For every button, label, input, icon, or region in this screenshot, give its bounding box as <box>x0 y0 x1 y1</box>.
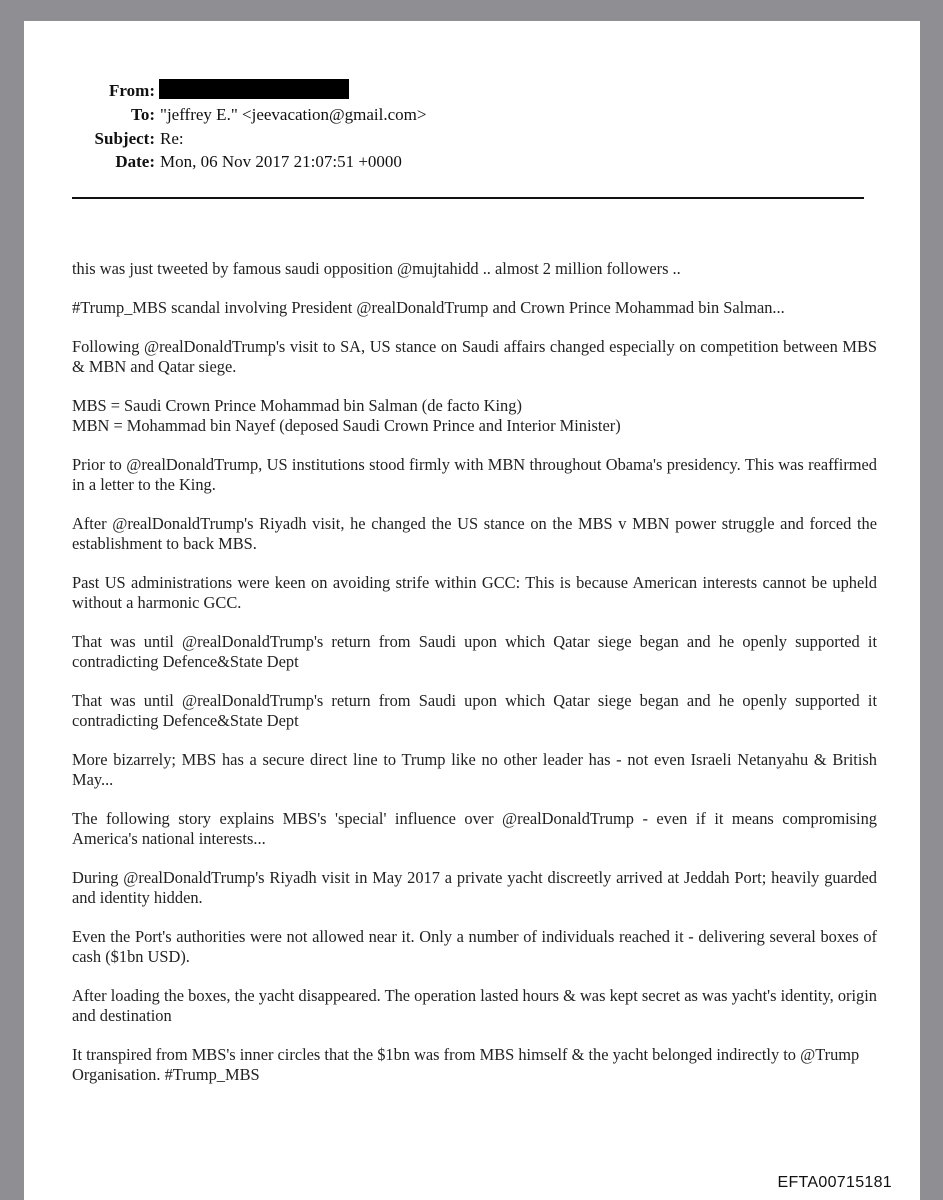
body-paragraph <box>72 396 877 436</box>
redaction-block <box>159 79 349 99</box>
body-paragraph: Past US administrations were keen on avoiding strife within GCC: This is because American interests cannot be upheld without a harmonic GCC. <box>72 573 877 613</box>
date-label: Date: <box>115 152 155 171</box>
header-divider <box>72 197 864 199</box>
body-paragraph: #Trump_MBS scandal involving President @realDonaldTrump and Crown Prince Mohammad bin Salman... <box>72 298 785 318</box>
body-paragraph: Prior to @realDonaldTrump, US institutions stood firmly with MBN throughout Obama's presidency. This was reaffirmed in a letter to the King. <box>72 455 877 495</box>
body-paragraph: More bizarrely; MBS has a secure direct line to Trump like no other leader has - not even Israeli Netanyahu & British May... <box>72 750 877 790</box>
body-paragraph: this was just tweeted by famous saudi opposition @mujtahidd .. almost 2 million followers .. <box>72 259 681 278</box>
body-paragraph: During @realDonaldTrump's Riyadh visit in May 2017 a private yacht discreetly arrived at Jeddah Port; heavily guarded and identity hidden. <box>72 868 877 908</box>
body-line: MBS = Saudi Crown Prince Mohammad bin Salman (de facto King) <box>72 396 522 416</box>
email-body <box>72 259 877 1104</box>
body-paragraph: That was until @realDonaldTrump's return from Saudi upon which Qatar siege began and he openly supported it contradicting Defence&State Dept <box>72 691 877 731</box>
body-paragraph: It transpired from MBS's inner circles that the $1bn was from MBS himself & the yacht belonged indirectly to @Trump Organisation. #Trump_MBS <box>72 1045 860 1084</box>
body-paragraph: That was until @realDonaldTrump's return from Saudi upon which Qatar siege began and he openly supported it contradicting Defence&State Dept <box>72 632 877 672</box>
body-paragraph: The following story explains MBS's 'special' influence over @realDonaldTrump - even if it means compromising America's national interests... <box>72 809 877 849</box>
subject-value: Re: <box>160 129 184 148</box>
date-value: Mon, 06 Nov 2017 21:07:51 +0000 <box>160 152 402 171</box>
from-label: From: <box>109 81 155 100</box>
to-label: To: <box>131 105 155 124</box>
body-paragraph: Following @realDonaldTrump's visit to SA, US stance on Saudi affairs changed especially on competition between MBS & MBN and Qatar siege. <box>72 337 877 377</box>
body-paragraph: After @realDonaldTrump's Riyadh visit, he changed the US stance on the MBS v MBN power struggle and forced the establishment to back MBS. <box>72 514 877 554</box>
body-paragraph: After loading the boxes, the yacht disappeared. The operation lasted hours & was kept secret as was yacht's identity, origin and destination <box>72 986 877 1025</box>
body-paragraph: Even the Port's authorities were not allowed near it. Only a number of individuals reached it - delivering several boxes of cash ($1bn USD). <box>72 927 877 967</box>
to-value: "jeffrey E." <jeevacation@gmail.com> <box>160 105 427 124</box>
document-id: EFTA00715181 <box>777 1174 892 1191</box>
subject-label: Subject: <box>94 129 155 148</box>
document-page <box>24 21 920 1200</box>
body-line: MBN = Mohammad bin Nayef (deposed Saudi Crown Prince and Interior Minister) <box>72 416 621 436</box>
